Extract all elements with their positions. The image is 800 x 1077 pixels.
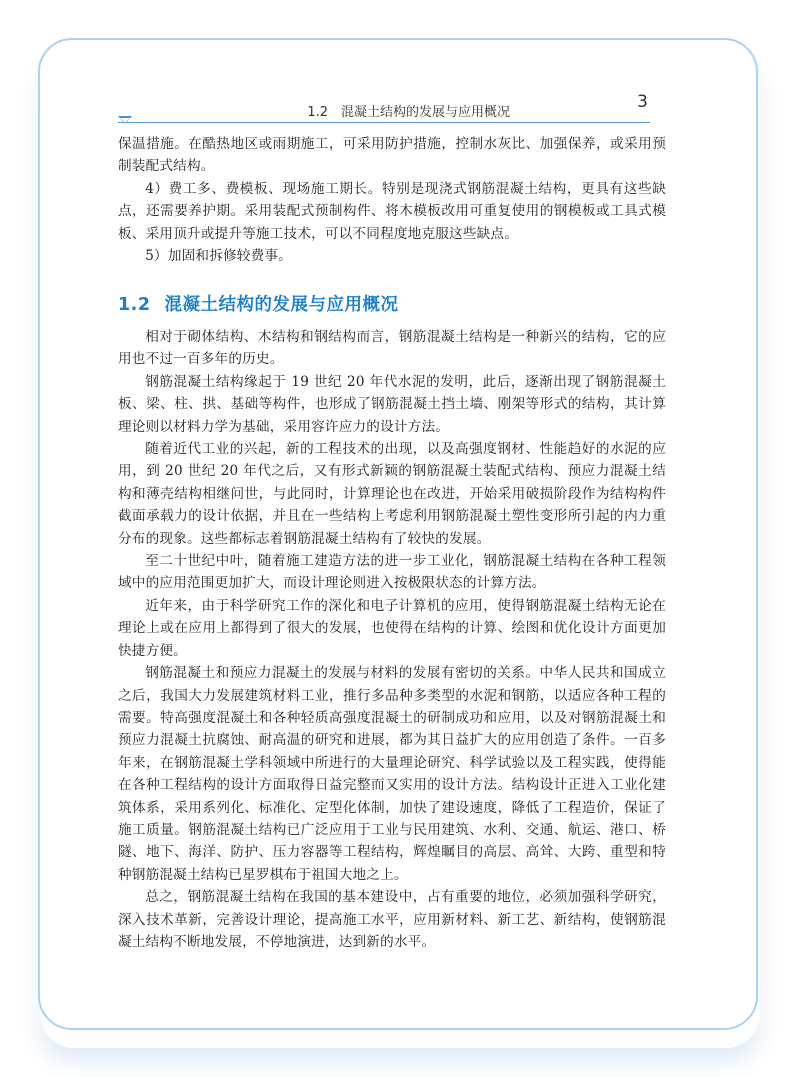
paragraph: 至二十世纪中叶，随着施工建造方法的进一步工业化，钢筋混凝土结构在各种工程领域中的应用范围更加扩大，而设计理论则进入按极限状态的计算方法。 (118, 553, 666, 592)
section-body (118, 326, 666, 953)
paragraph: 保温措施。在酷热地区或雨期施工，可采用防护措施，控制水灰比、加强保养，或采用预制装配式结构。 (118, 136, 666, 175)
paragraph: 5）加固和拆修较费事。 (145, 248, 292, 265)
paragraph: 4）费工多、费模板、现场施工期长。特别是现浇式钢筋混凝土结构，更具有这些缺点，还需要养护期。采用装配式预制构件、将木模板改用可重复使用的钢模板或工具式模板、采用顶升或提升等施工技术，可以不同程度地克服这些缺点。 (118, 180, 666, 242)
running-header (118, 92, 650, 123)
paragraph: 随着近代工业的兴起，新的工程技术的出现，以及高强度钢材、性能趋好的水泥的应用，到 20 世纪 20 年代之后，又有形式新颖的钢筋混凝土装配式结构、预应力混凝土结构和薄壳结构相继问世，与此同时，计算理论也在改进，开始采用破损阶段作为结构构件截面承载力的设计依据，并且在一些结构上考虑利用钢筋混凝土塑性变形所引起的内力重分布的现象。这些都标志着钢筋混凝土结构有了较快的发展。 (118, 441, 666, 547)
paragraph: 近年来，由于科学研究工作的深化和电子计算机的应用，使得钢筋混凝土结构无论在理论上或在应用上都得到了很大的发展，也使得在结构的计算、绘图和优化设计方面更加快捷方便。 (118, 597, 666, 659)
paragraph: 钢筋混凝土和预应力混凝土的发展与材料的发展有密切的关系。中华人民共和国成立之后，我国大力发展建筑材料工业，推行多品种多类型的水泥和钢筋，以适应各种工程的需要。特高强度混凝土和各种轻质高强度混凝土的研制成功和应用，以及对钢筋混凝土和预应力混凝土抗腐蚀、耐高温的研究和进展，都为其日益扩大的应用创造了条件。一百多年来，在钢筋混凝土学科领域中所进行的大量理论研究、科学试验以及工程实践，使得能在各种工程结构的设计方面取得日益完整而又实用的设计方法。结构设计正进入工业化建筑体系，采用系列化、标准化、定型化体制，加快了建设速度，降低了工程造价，保证了施工质量。钢筋混凝土结构已广泛应用于工业与民用建筑、水利、交通、航运、港口、桥隧、地下、海洋、防护、压力容器等工程结构，辉煌瞩目的高层、高耸、大跨、重型和特种钢筋混凝土结构已星罗棋布于祖国大地之上。 (118, 665, 666, 883)
running-title: 1.2 混凝土结构的发展与应用概况 (307, 105, 510, 120)
continued-text (118, 133, 666, 267)
page-number: 3 (637, 92, 648, 112)
paragraph: 总之，钢筋混凝土结构在我国的基本建设中，占有重要的地位，必须加强科学研究，深入技术革新，完善设计理论，提高施工水平，应用新材料、新工艺、新结构，使钢筋混凝土结构不断地发展，不停地演进，达到新的水平。 (118, 889, 666, 950)
header-marker-inner-icon (120, 118, 130, 123)
section-heading (118, 291, 399, 316)
paragraph: 相对于砌体结构、木结构和钢结构而言，钢筋混凝土结构是一种新兴的结构，它的应用也不过一百多年的历史。 (118, 329, 666, 368)
section-title: 混凝土结构的发展与应用概况 (164, 295, 399, 315)
paragraph: 钢筋混凝土结构缘起于 19 世纪 20 年代水泥的发明，此后，逐渐出现了钢筋混凝土板、梁、柱、拱、基础等构件，也形成了钢筋混凝土挡土墙、刚架等形式的结构，其计算理论则以材料力学为基础，采用容许应力的设计方法。 (118, 373, 666, 435)
section-number: 1.2 (118, 295, 151, 315)
